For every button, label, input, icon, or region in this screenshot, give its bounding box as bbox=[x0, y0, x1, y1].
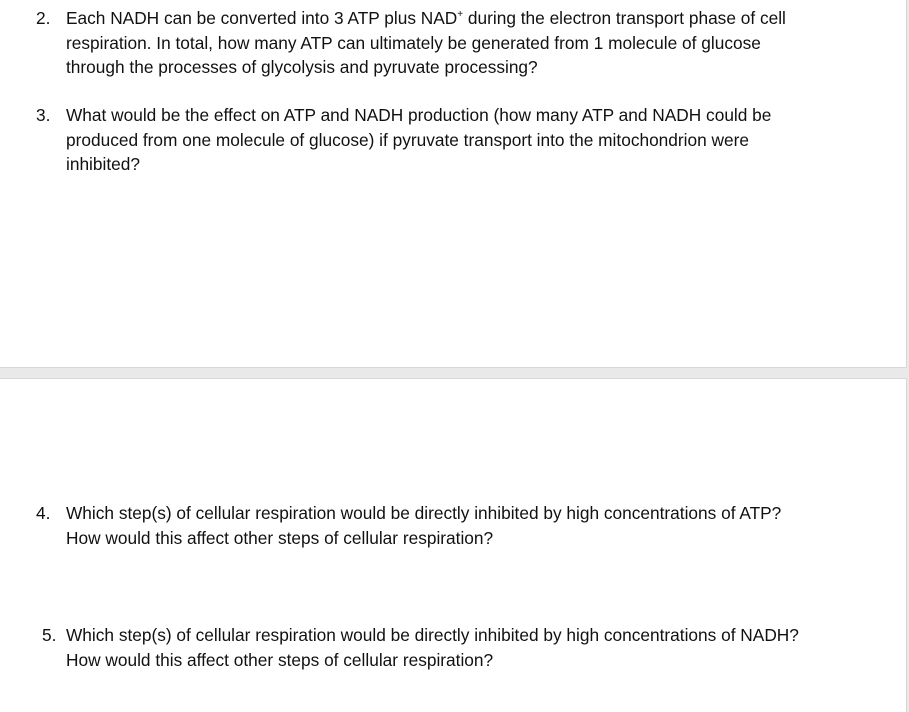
question-number: 5. bbox=[42, 625, 57, 645]
question-text: Which step(s) of cellular respiration would be directly inhibited by high concentrations of NADH? How would this affect other steps of cellular respiration? bbox=[66, 625, 799, 670]
question-number: 4. bbox=[36, 503, 51, 523]
question-text-part: Each NADH can be converted into 3 ATP plus NAD bbox=[66, 8, 458, 28]
document-page-2 bbox=[0, 378, 907, 712]
question-5 bbox=[42, 623, 802, 672]
question-2 bbox=[36, 6, 796, 80]
question-text: What would be the effect on ATP and NADH production (how many ATP and NADH could be produced from one molecule of glucose) if pyruvate transport into the mitochondrion were inhibited? bbox=[66, 105, 772, 174]
question-text-part: during the electron transport phase of cell respiration. In total, how many ATP can ultimately be generated from 1 molecule of glucose through the processes of glycolysis and pyruvate processing? bbox=[66, 8, 786, 77]
question-text: Which step(s) of cellular respiration would be directly inhibited by high concentrations of ATP? How would this affect other steps of cellular respiration? bbox=[66, 503, 782, 548]
question-3 bbox=[36, 103, 796, 177]
question-4 bbox=[36, 501, 796, 550]
question-text bbox=[66, 6, 796, 80]
superscript-plus: + bbox=[457, 9, 464, 20]
question-number: 2. bbox=[36, 8, 51, 28]
question-number: 3. bbox=[36, 105, 51, 125]
